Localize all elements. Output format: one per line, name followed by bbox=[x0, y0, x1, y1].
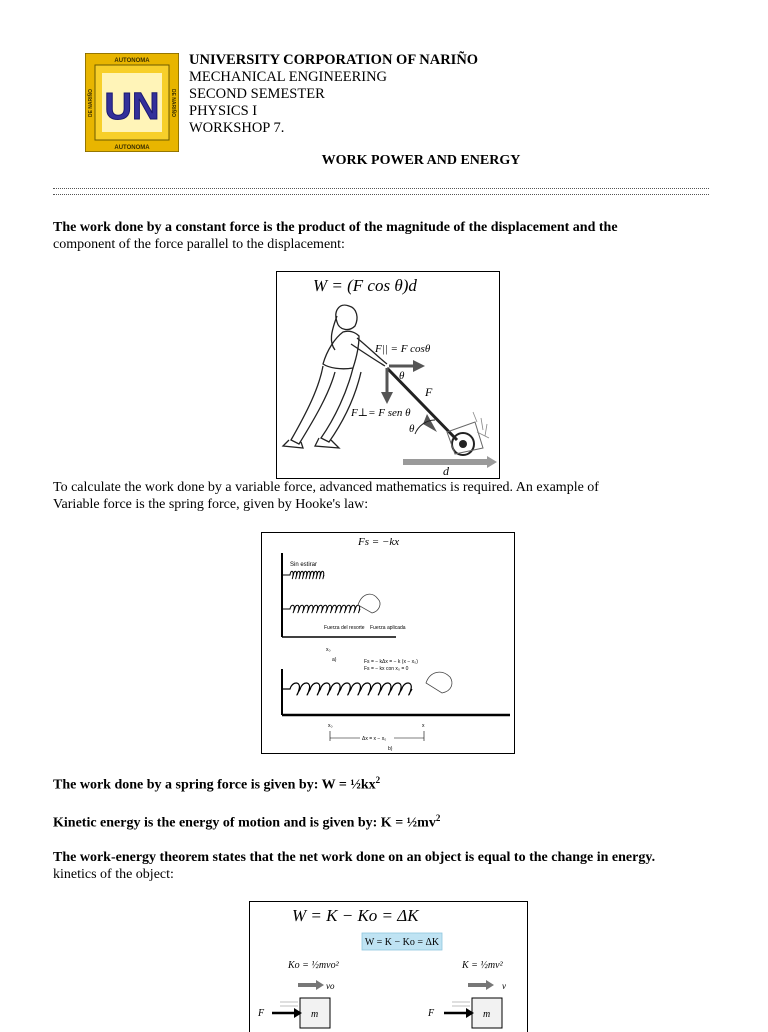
logo-bottom-text: AUTONOMA bbox=[114, 145, 150, 151]
initial-velocity-label: vo bbox=[326, 981, 335, 991]
theorem-line-rest: kinetics of the object: bbox=[53, 866, 174, 882]
spring-unstretched bbox=[282, 571, 324, 579]
course-name: PHYSICS I bbox=[189, 103, 258, 119]
mass-right-label: m bbox=[483, 1009, 491, 1020]
x0-label-b: x₀ bbox=[328, 723, 333, 729]
theorem-line-bold: The work-energy theorem states that the net work done on an object is equal to the change in energy. bbox=[53, 850, 656, 865]
x-label-b: x bbox=[422, 723, 425, 729]
work-energy-theorem-paragraph bbox=[53, 850, 713, 883]
hand-a bbox=[358, 594, 380, 613]
logo-left-text: DE NARIÑO bbox=[88, 88, 94, 118]
mass-left-label: m bbox=[311, 1009, 319, 1020]
university-logo bbox=[85, 53, 179, 152]
final-kinetic-energy: K = ½mv² bbox=[462, 960, 503, 971]
theorem-formula: W = K − Ko = ΔK bbox=[292, 906, 419, 925]
applied-force-label: Fuerza aplicada bbox=[370, 625, 406, 631]
logo-monogram: UN bbox=[104, 86, 160, 128]
constant-force-line-rest: component of the force parallel to the displacement: bbox=[53, 236, 345, 252]
theta-small-label: θ bbox=[399, 370, 405, 382]
displacement-d-label: d bbox=[443, 464, 449, 478]
variable-force-line-1: To calculate the work done by a variable force, advanced mathematics is required. An example of bbox=[53, 480, 599, 495]
theorem-boxed-formula: W = K − Ko = ΔK bbox=[364, 937, 440, 948]
spring-stretched-a bbox=[282, 605, 360, 613]
constant-force-line-bold: The work done by a constant force is the product of the magnitude of the displacement and the bbox=[53, 220, 618, 235]
force-eq-2: Fs = − kx con x₀ = 0 bbox=[364, 666, 409, 672]
part-b-label: b) bbox=[388, 746, 393, 752]
mower-wheel bbox=[447, 422, 483, 455]
force-f-label: F bbox=[425, 385, 433, 399]
unstretched-label: Sin estirar bbox=[290, 562, 318, 568]
force-eq-1: Fs = − kΔx = − k (x − x₀) bbox=[364, 659, 418, 665]
f-perpendicular-label: F⊥= F sen θ bbox=[351, 407, 411, 419]
theta-angle-label: θ bbox=[409, 423, 415, 435]
kinetic-energy-text: Kinetic energy is the energy of motion and is given by: K = ½mv bbox=[53, 815, 436, 831]
force-right-label: F bbox=[428, 1008, 435, 1019]
final-velocity-label: v bbox=[502, 981, 506, 991]
semester-label: SECOND SEMESTER bbox=[189, 86, 325, 102]
spring-work-exponent: 2 bbox=[375, 775, 381, 785]
initial-kinetic-energy: Ko = ½mvo² bbox=[288, 960, 339, 971]
displacement-arrow bbox=[403, 456, 497, 478]
spring-stretched-b bbox=[282, 683, 412, 695]
hand-b bbox=[426, 672, 452, 693]
logo-right-text: DE NARIÑO bbox=[170, 88, 176, 118]
program-name: MECHANICAL ENGINEERING bbox=[189, 69, 388, 85]
mower-handle bbox=[387, 368, 457, 440]
institution-name: UNIVERSITY CORPORATION OF NARIÑO bbox=[189, 52, 479, 68]
variable-force-paragraph bbox=[53, 480, 713, 513]
person-pushing-illustration bbox=[283, 305, 387, 448]
part-a-label: a) bbox=[332, 657, 337, 663]
figure-work-energy-theorem bbox=[249, 901, 528, 1032]
document-title: WORK POWER AND ENERGY bbox=[321, 153, 521, 168]
figure-spring-force bbox=[261, 532, 515, 754]
x0-label-a: x₀ bbox=[326, 647, 331, 653]
work-formula: W = (F cos θ)d bbox=[313, 276, 417, 295]
delta-x-label: Δx = x − x₀ bbox=[362, 736, 387, 742]
constant-force-paragraph bbox=[53, 220, 713, 253]
kinetic-energy-line bbox=[53, 810, 713, 832]
kinetic-energy-exponent: 2 bbox=[435, 813, 441, 823]
hooke-formula: Fs = −kx bbox=[358, 536, 400, 548]
spring-work-text: The work done by a spring force is given by: W = ½kx bbox=[53, 777, 376, 793]
f-parallel-label: F|| = F cosθ bbox=[375, 343, 431, 355]
variable-force-line-2: Variable force is the spring force, given by Hooke's law: bbox=[53, 496, 369, 512]
spring-work-line bbox=[53, 772, 713, 794]
dotted-divider bbox=[53, 188, 709, 195]
logo-top-text: AUTONOMA bbox=[114, 58, 150, 64]
workshop-label: WORKSHOP 7. bbox=[189, 120, 285, 136]
force-left-label: F bbox=[258, 1008, 265, 1019]
spring-force-label: Fuerza del resorte bbox=[324, 625, 365, 631]
figure-work-constant-force bbox=[276, 271, 500, 479]
header-block bbox=[189, 52, 478, 137]
